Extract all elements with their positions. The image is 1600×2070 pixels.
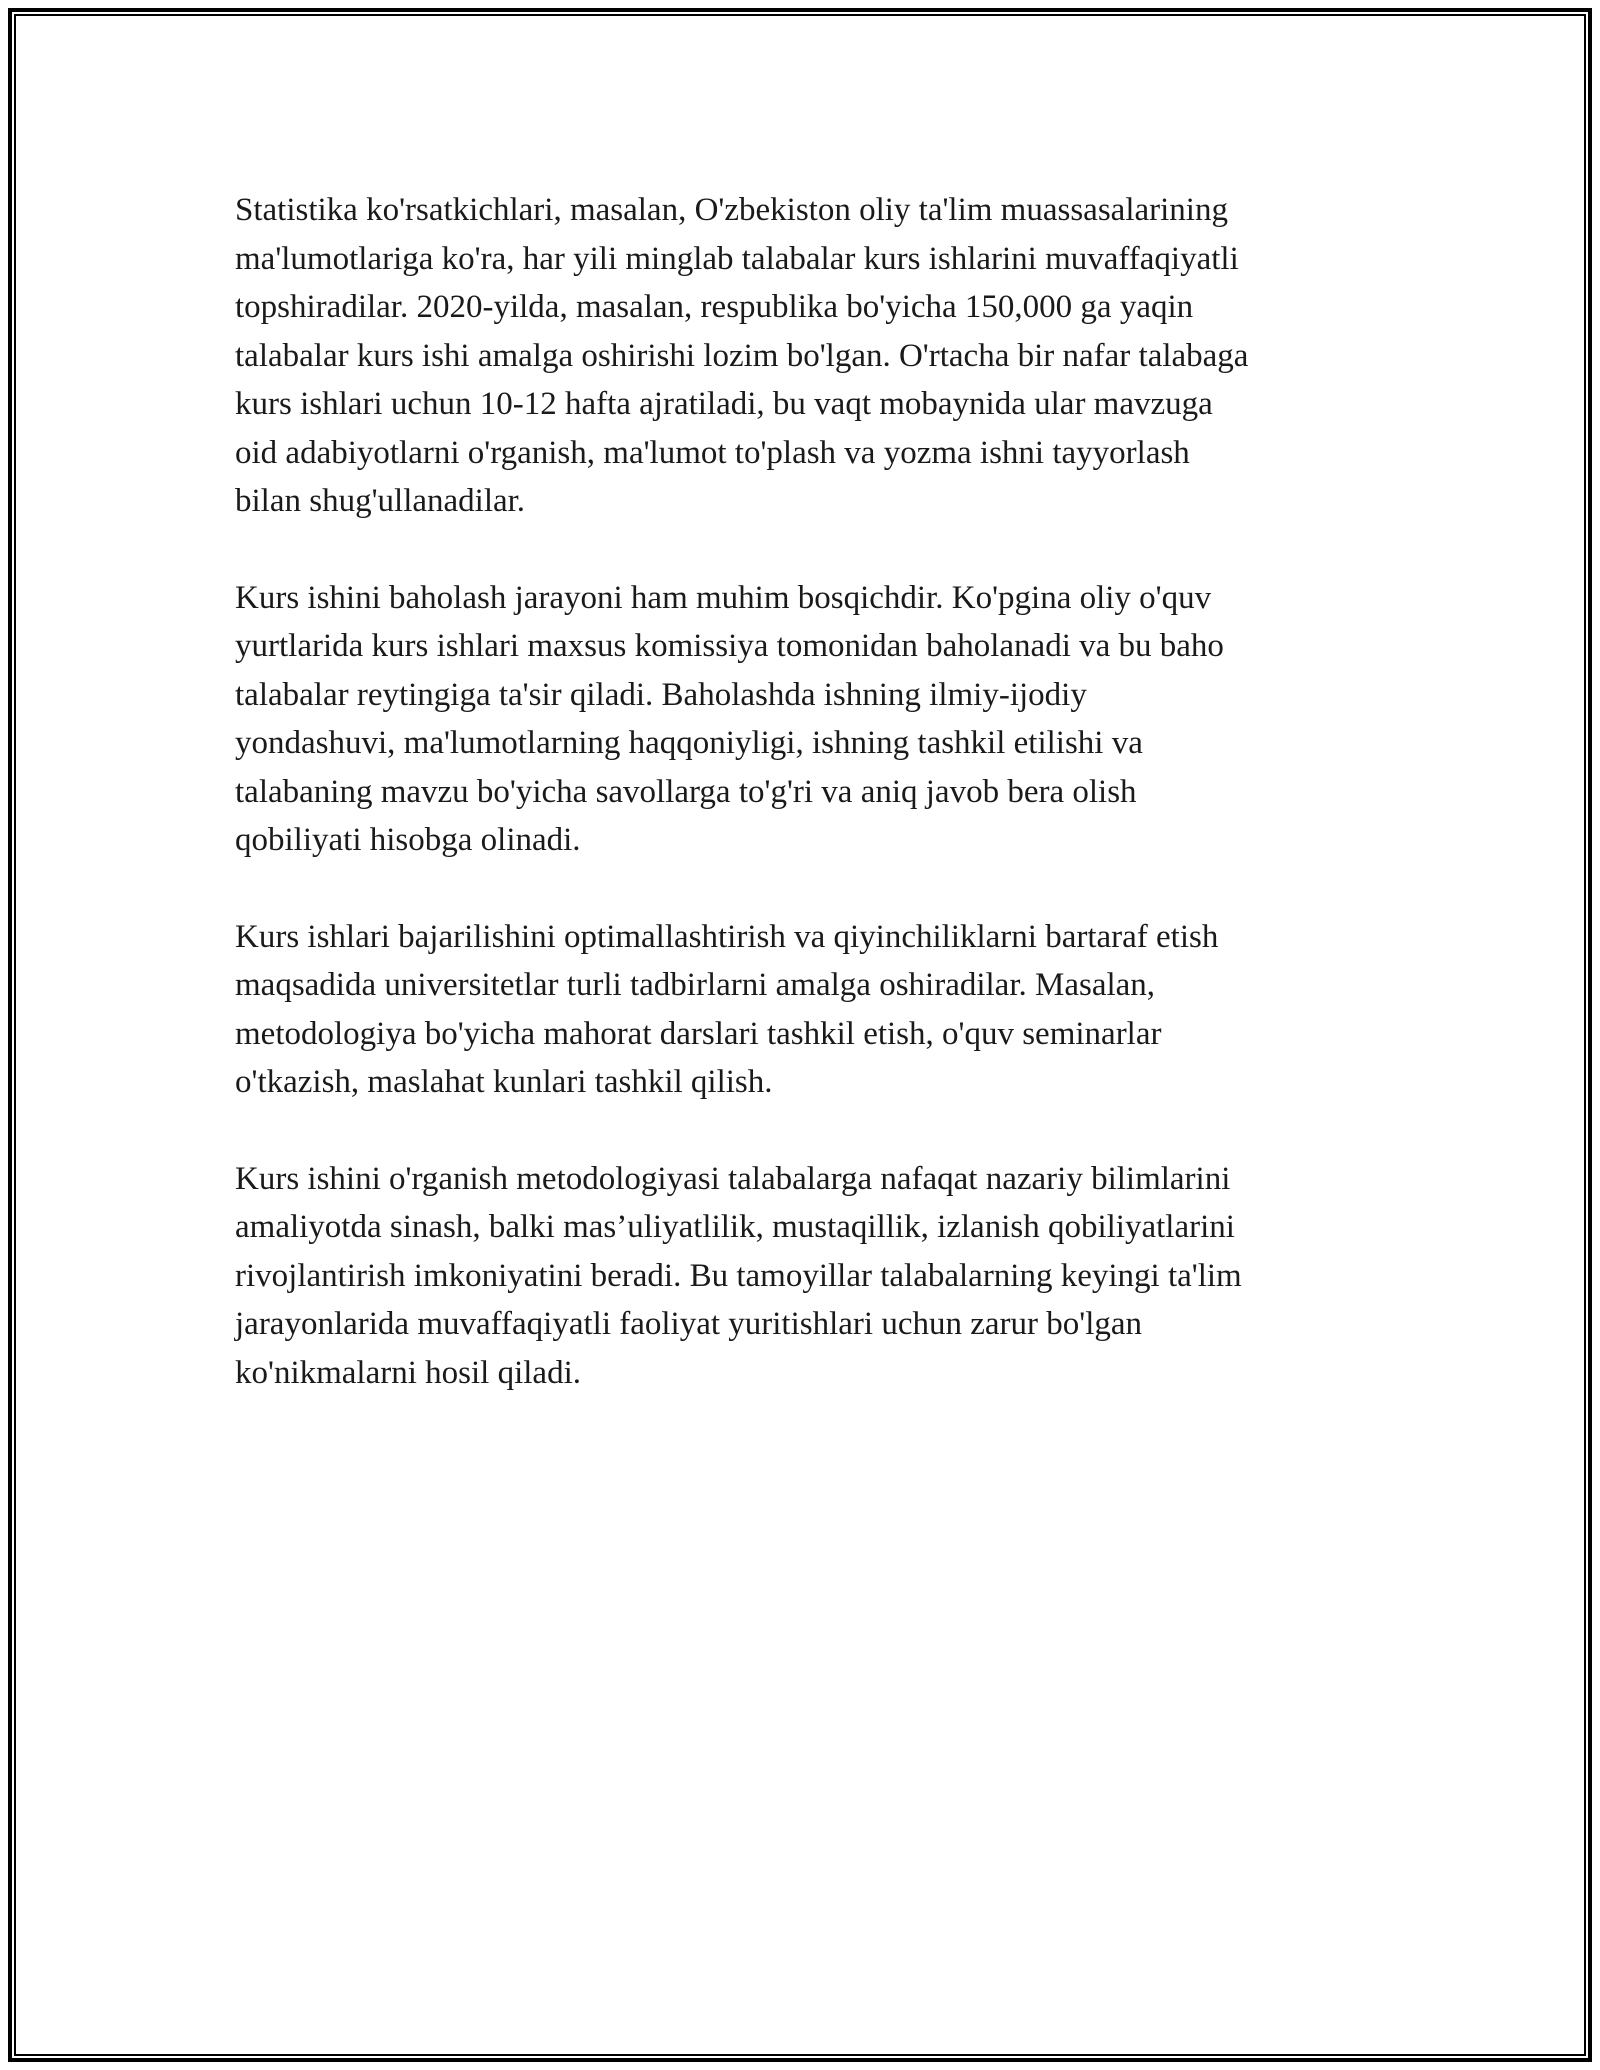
paragraph-line: rivojlantirish imkoniyatini beradi. Bu tamoyillar talabalarning keyingi ta'lim	[235, 1257, 1242, 1294]
paragraph-line: o'tkazish, maslahat kunlari tashkil qilish.	[235, 1064, 773, 1100]
paragraph-2	[235, 574, 1375, 865]
paragraph-line: Kurs ishlari bajarilishini optimallashtirish va qiyinchiliklarni bartaraf etish	[235, 918, 1219, 955]
paragraph-line: Statistika ko'rsatkichlari, masalan, O'zbekiston oliy ta'lim muassasalarining	[235, 192, 1228, 228]
paragraph-line: Kurs ishini baholash jarayoni ham muhim bosqichdir. Ko'pgina oliy o'quv	[235, 579, 1212, 616]
paragraph-4	[235, 1155, 1375, 1398]
paragraph-line: talabalar kurs ishi amalga oshirishi lozim bo'lgan. O'rtacha bir nafar talabaga	[235, 337, 1249, 374]
paragraph-line: talabaning mavzu bo'yicha savollarga to'g'ri va aniq javob bera olish	[235, 773, 1137, 810]
paragraph-line: oid adabiyotlarni o'rganish, ma'lumot to'plash va yozma ishni tayyorlash	[235, 434, 1190, 471]
paragraph-line: Kurs ishini o'rganish metodologiyasi talabalarga nafaqat nazariy bilimlarini	[235, 1160, 1231, 1197]
paragraph-line: metodologiya bo'yicha mahorat darslari tashkil etish, o'quv seminarlar	[235, 1015, 1162, 1052]
paragraph-line: bilan shug'ullanadilar.	[235, 483, 526, 519]
paragraph-line: talabalar reytingiga ta'sir qiladi. Baholashda ishning ilmiy-ijodiy	[235, 676, 1087, 713]
document-body	[235, 186, 1375, 1445]
paragraph-line: kurs ishlari uchun 10-12 hafta ajratiladi, bu vaqt mobaynida ular mavzuga	[235, 386, 1213, 422]
paragraph-line: yondashuvi, ma'lumotlarning haqqoniyligi, ishning tashkil etilishi va	[235, 725, 1143, 761]
paragraph-line: topshiradilar. 2020-yilda, masalan, respublika bo'yicha 150,000 ga yaqin	[235, 289, 1194, 325]
paragraph-1	[235, 186, 1375, 526]
paragraph-line: amaliyotda sinash, balki mas’uliyatlilik, mustaqillik, izlanish qobiliyatlarini	[235, 1209, 1235, 1245]
paragraph-line: ma'lumotlariga ko'ra, har yili minglab talabalar kurs ishlarini muvaffaqiyatli	[235, 240, 1239, 277]
paragraph-3	[235, 913, 1375, 1107]
paragraph-line: yurtlarida kurs ishlari maxsus komissiya tomonidan baholanadi va bu baho	[235, 628, 1224, 664]
paragraph-line: qobiliyati hisobga olinadi.	[235, 822, 581, 858]
paragraph-line: jarayonlarida muvaffaqiyatli faoliyat yuritishlari uchun zarur bo'lgan	[235, 1306, 1143, 1342]
paragraph-line: maqsadida universitetlar turli tadbirlarni amalga oshiradilar. Masalan,	[235, 967, 1156, 1003]
paragraph-line: ko'nikmalarni hosil qiladi.	[235, 1354, 581, 1391]
